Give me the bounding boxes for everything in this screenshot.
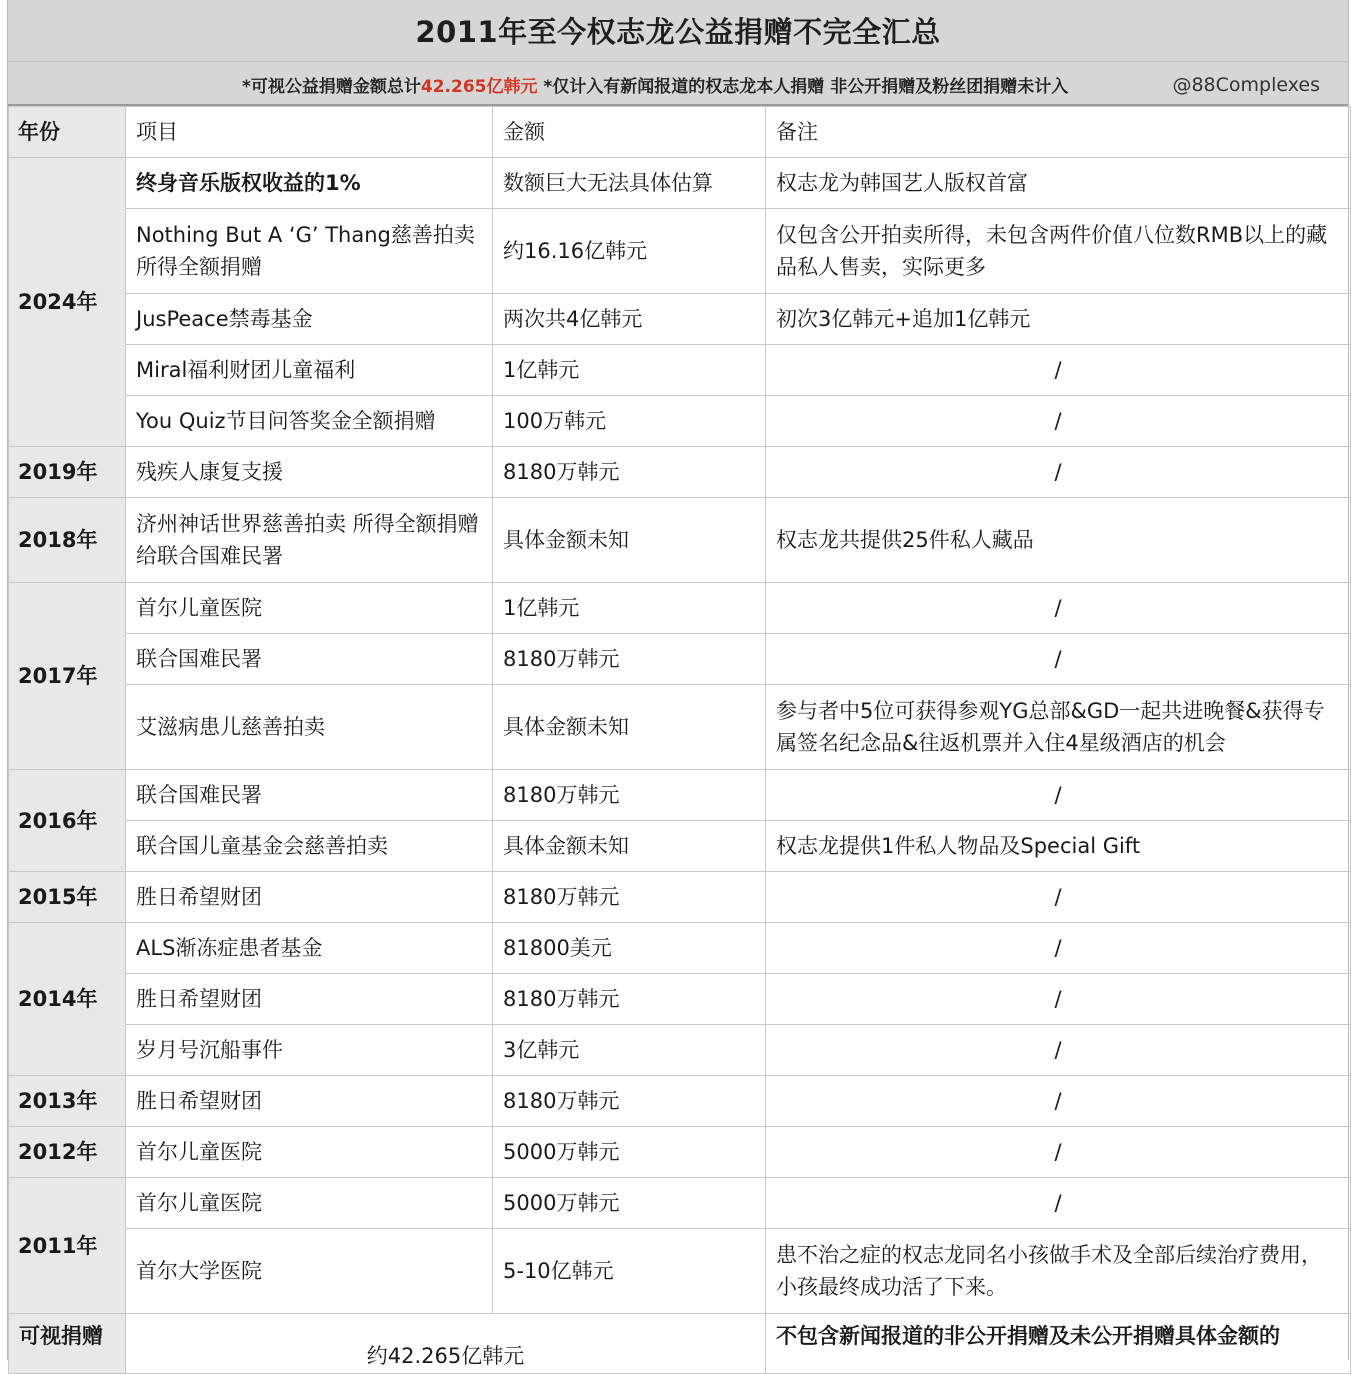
item-cell: Nothing But A ‘G’ Thang慈善拍卖所得全额捐赠 [126, 209, 493, 294]
amount-cell: 5000万韩元 [493, 1178, 766, 1229]
note-cell: 初次3亿韩元+追加1亿韩元 [766, 294, 1351, 345]
table-row [9, 294, 1351, 345]
header-item: 项目 [126, 107, 493, 158]
item-cell: 首尔儿童医院 [126, 1178, 493, 1229]
year-cell: 2013年 [9, 1076, 126, 1127]
note-cell: / [766, 770, 1351, 821]
year-cell: 2024年 [9, 158, 126, 447]
summary-sheet [7, 0, 1349, 1368]
amount-cell: 100万韩元 [493, 396, 766, 447]
table-header-row [9, 107, 1351, 158]
donation-table [8, 106, 1351, 1374]
year-cell: 2014年 [9, 923, 126, 1076]
amount-cell: 具体金额未知 [493, 498, 766, 583]
item-cell: 首尔大学医院 [126, 1229, 493, 1314]
amount-cell: 81800美元 [493, 923, 766, 974]
item-cell: 首尔儿童医院 [126, 1127, 493, 1178]
amount-cell: 8180万韩元 [493, 974, 766, 1025]
page-title: 2011年至今权志龙公益捐赠不完全汇总 [415, 15, 941, 49]
item-cell: 济州神话世界慈善拍卖 所得全额捐赠给联合国难民署 [126, 498, 493, 583]
amount-cell: 8180万韩元 [493, 1076, 766, 1127]
item-cell: 联合国难民署 [126, 634, 493, 685]
table-row [9, 158, 1351, 209]
note-cell: / [766, 923, 1351, 974]
table-row [9, 1076, 1351, 1127]
table-row [9, 1127, 1351, 1178]
item-cell: 终身音乐版权收益的1% [126, 158, 493, 209]
note-cell: / [766, 1178, 1351, 1229]
note-cell: / [766, 974, 1351, 1025]
year-cell: 2019年 [9, 447, 126, 498]
amount-cell: 具体金额未知 [493, 821, 766, 872]
table-row [9, 821, 1351, 872]
table-row [9, 447, 1351, 498]
total-row [9, 1314, 1351, 1374]
item-cell: ALS渐冻症患者基金 [126, 923, 493, 974]
note-cell: / [766, 1025, 1351, 1076]
item-cell: 残疾人康复支援 [126, 447, 493, 498]
item-cell: 胜日希望财团 [126, 872, 493, 923]
note-cell: 仅包含公开拍卖所得，未包含两件价值八位数RMB以上的藏品私人售卖，实际更多 [766, 209, 1351, 294]
item-cell: 胜日希望财团 [126, 1076, 493, 1127]
header-note: 备注 [766, 107, 1351, 158]
note-cell: 参与者中5位可获得参观YG总部&GD一起共进晚餐&获得专属签名纪念品&往返机票并入住4星级酒店的机会 [766, 685, 1351, 770]
note-cell: 权志龙为韩国艺人版权首富 [766, 158, 1351, 209]
amount-cell: 3亿韩元 [493, 1025, 766, 1076]
amount-cell: 8180万韩元 [493, 770, 766, 821]
note-cell: / [766, 345, 1351, 396]
item-cell: 联合国儿童基金会慈善拍卖 [126, 821, 493, 872]
note-cell: / [766, 872, 1351, 923]
item-cell: 首尔儿童医院 [126, 583, 493, 634]
table-row [9, 685, 1351, 770]
table-row [9, 1178, 1351, 1229]
amount-cell: 约16.16亿韩元 [493, 209, 766, 294]
note-cell: 权志龙提供1件私人物品及Special Gift [766, 821, 1351, 872]
note-cell: 权志龙共提供25件私人藏品 [766, 498, 1351, 583]
table-row [9, 923, 1351, 974]
table-row [9, 1025, 1351, 1076]
year-cell: 2011年 [9, 1178, 126, 1314]
year-cell: 2017年 [9, 583, 126, 770]
note-cell: / [766, 1127, 1351, 1178]
table-row [9, 498, 1351, 583]
table-row [9, 209, 1351, 294]
subtitle-total-highlight: 42.265亿韩元 [420, 77, 538, 97]
note-cell: 患不治之症的权志龙同名小孩做手术及全部后续治疗费用，小孩最终成功活了下来。 [766, 1229, 1351, 1314]
amount-cell: 1亿韩元 [493, 345, 766, 396]
table-row [9, 345, 1351, 396]
item-cell: JusPeace禁毒基金 [126, 294, 493, 345]
year-cell: 2018年 [9, 498, 126, 583]
note-cell: / [766, 396, 1351, 447]
amount-cell: 1亿韩元 [493, 583, 766, 634]
amount-cell: 具体金额未知 [493, 685, 766, 770]
table-row [9, 583, 1351, 634]
amount-cell: 数额巨大无法具体估算 [493, 158, 766, 209]
table-row [9, 634, 1351, 685]
total-note: 不包含新闻报道的非公开捐赠及未公开捐赠具体金额的 [766, 1314, 1351, 1374]
header-year: 年份 [9, 107, 126, 158]
item-cell: You Quiz节目问答奖金全额捐赠 [126, 396, 493, 447]
year-cell: 2012年 [9, 1127, 126, 1178]
note-cell: / [766, 447, 1351, 498]
total-amount: 约42.265亿韩元 [126, 1314, 766, 1374]
subtitle-bar [8, 62, 1348, 106]
note-cell: / [766, 583, 1351, 634]
item-cell: 胜日希望财团 [126, 974, 493, 1025]
item-cell: 艾滋病患儿慈善拍卖 [126, 685, 493, 770]
total-label: 可视捐赠 [9, 1314, 126, 1374]
amount-cell: 8180万韩元 [493, 634, 766, 685]
amount-cell: 5-10亿韩元 [493, 1229, 766, 1314]
table-row [9, 1229, 1351, 1314]
item-cell: 联合国难民署 [126, 770, 493, 821]
table-row [9, 396, 1351, 447]
item-cell: 岁月号沉船事件 [126, 1025, 493, 1076]
table-row [9, 770, 1351, 821]
subtitle-note [242, 72, 1068, 97]
note-cell: / [766, 1076, 1351, 1127]
year-cell: 2016年 [9, 770, 126, 872]
amount-cell: 两次共4亿韩元 [493, 294, 766, 345]
table-row [9, 872, 1351, 923]
title-bar [8, 0, 1348, 62]
amount-cell: 8180万韩元 [493, 447, 766, 498]
table-row [9, 974, 1351, 1025]
amount-cell: 8180万韩元 [493, 872, 766, 923]
author-handle: @88Complexes [1172, 74, 1320, 96]
subtitle-prefix: *可视公益捐赠金额总计 [242, 77, 421, 97]
header-amount: 金额 [493, 107, 766, 158]
table-body [9, 158, 1351, 1374]
item-cell: Miral福利财团儿童福利 [126, 345, 493, 396]
note-cell: / [766, 634, 1351, 685]
year-cell: 2015年 [9, 872, 126, 923]
amount-cell: 5000万韩元 [493, 1127, 766, 1178]
subtitle-suffix: *仅计入有新闻报道的权志龙本人捐赠 非公开捐赠及粉丝团捐赠未计入 [537, 77, 1069, 97]
